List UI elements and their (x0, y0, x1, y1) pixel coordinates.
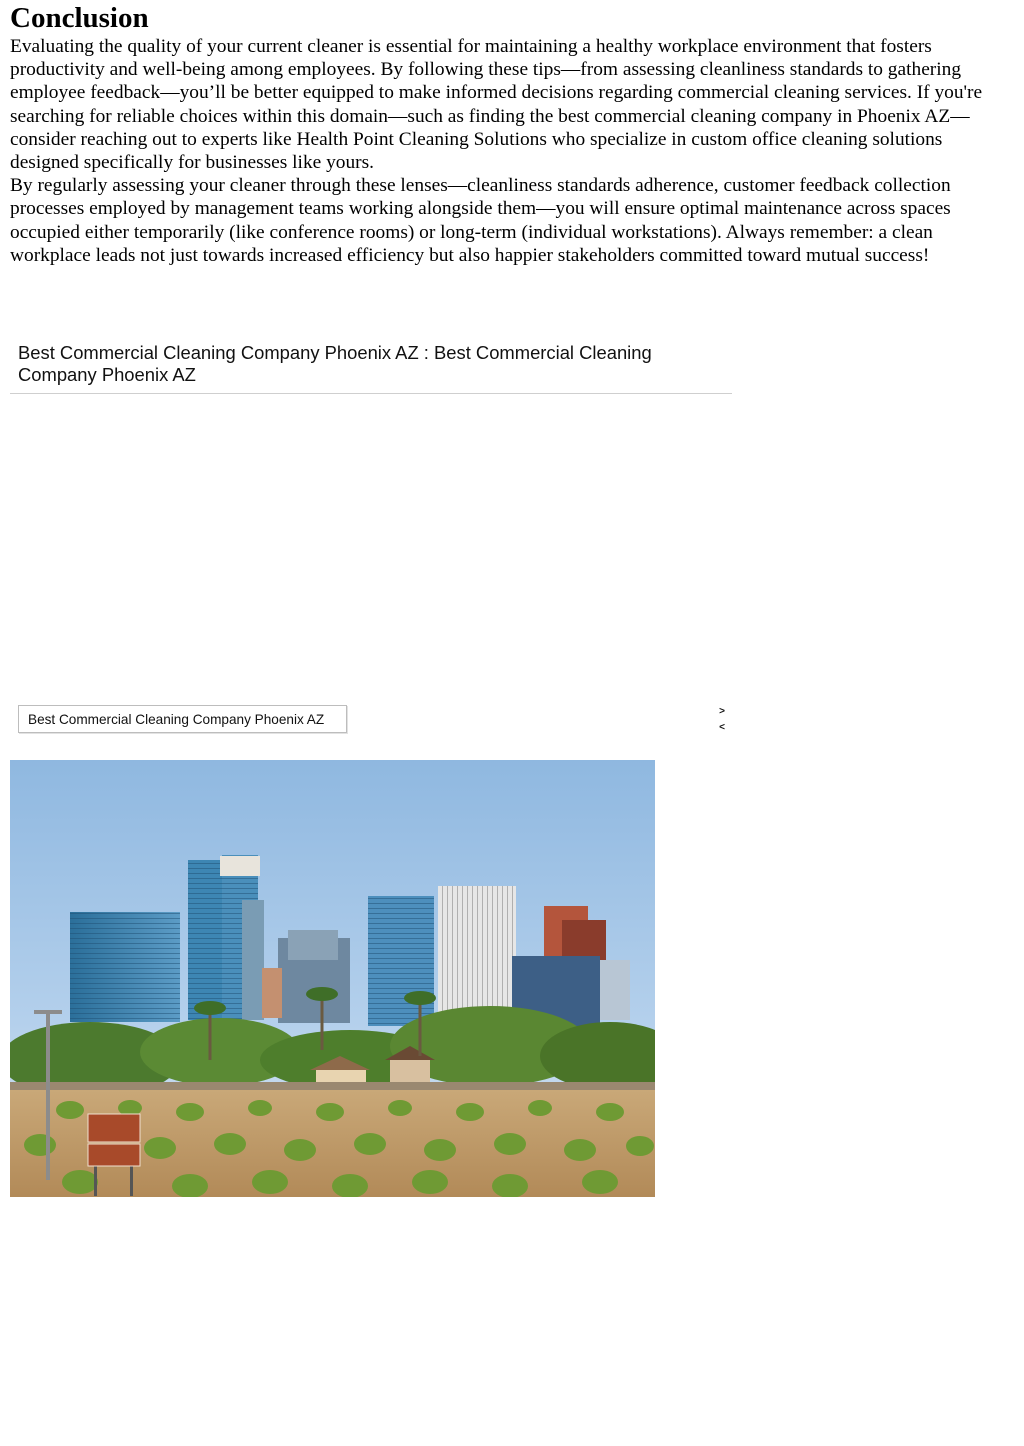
city-skyline-photo (10, 760, 655, 1197)
article (10, 0, 1014, 267)
section-heading: Conclusion (10, 2, 149, 34)
map-tab-button[interactable]: Best Commercial Cleaning Company Phoenix AZ (18, 705, 347, 733)
next-arrow-icon[interactable]: > (719, 706, 725, 717)
paragraph-2: By regularly assessing your cleaner through these lenses—cleanliness standards adherence, customer feedback collection processes employed by management teams working alongside them—you will ensure optimal maintenance across spaces occupied either temporarily (like conference rooms) or long-term (individual workstations). Always remember: a clean workplace leads not just towards increased efficiency but also happier stakeholders committed toward mutual success! (10, 175, 951, 266)
prev-arrow-icon[interactable]: < (719, 722, 725, 733)
embed-title-link[interactable]: Best Commercial Cleaning Company Phoenix AZ : Best Commercial Cleaning Company Phoenix AZ (18, 342, 652, 385)
embedded-video-header (10, 332, 732, 394)
carousel-nav (715, 704, 729, 736)
paragraph-1: Evaluating the quality of your current cleaner is essential for maintaining a healthy workplace environment that fosters productivity and well-being among employees. By following these tips—from assessing cleanliness standards to gathering employee feedback—you’ll be better equipped to make informed decisions regarding commercial cleaning services. If you're searching for reliable choices within this domain—such as finding the best commercial cleaning company in Phoenix AZ—consider reaching out to experts like Health Point Cleaning Solutions who specialize in custom office cleaning solutions designed specifically for businesses like yours. (10, 36, 983, 174)
